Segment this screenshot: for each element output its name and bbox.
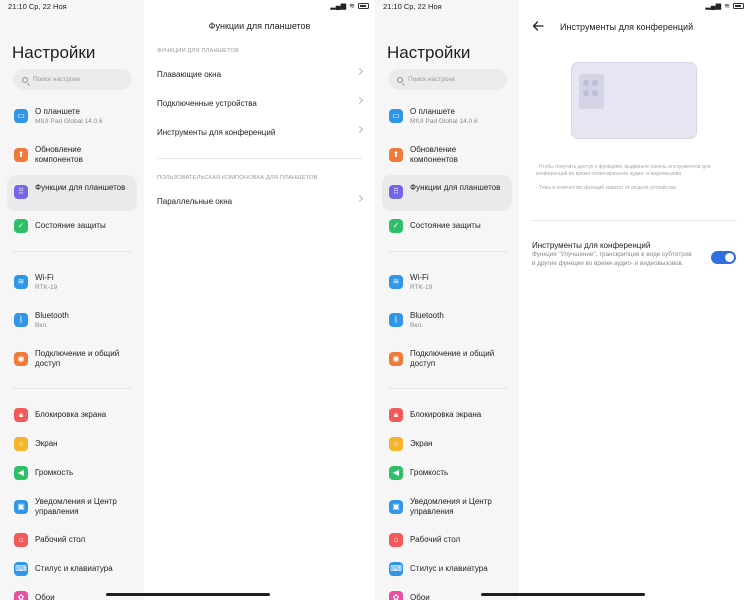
- row-parallel-windows[interactable]: [157, 192, 362, 210]
- sidebar-item-volume[interactable]: [7, 464, 137, 482]
- sidebar-item-label: Уведомления и Центр управления: [35, 497, 117, 516]
- status-time: 21:10 Ср, 22 Ноя: [8, 2, 67, 11]
- sidebar-title: Настройки: [12, 43, 96, 62]
- illustration-dot: [592, 80, 598, 86]
- notification-icon: ▣: [14, 500, 28, 514]
- sidebar-item-lockscreen[interactable]: [7, 406, 137, 424]
- sidebar-item-label: Уведомления и Центр управления: [410, 497, 492, 516]
- bluetooth-icon: ᛒ: [389, 313, 403, 327]
- illustration-dot: [583, 80, 589, 86]
- lock-icon: 🔒︎: [14, 408, 28, 422]
- chevron-right-icon: [356, 195, 363, 202]
- sidebar-item-label: Состояние защиты: [35, 221, 106, 230]
- sun-icon: ☼: [14, 437, 28, 451]
- sidebar-item-label: Bluetooth: [410, 311, 444, 320]
- status-icons: [705, 2, 744, 10]
- sidebar-item-security[interactable]: [382, 217, 512, 235]
- shield-icon: ✓: [14, 219, 28, 233]
- sidebar-item-security[interactable]: [7, 217, 137, 235]
- info-note: · Типы и количество функций зависят от модели устройства.: [536, 185, 678, 191]
- sidebar-item-label: Обновление компонентов: [35, 145, 83, 164]
- sun-icon: ☼: [389, 437, 403, 451]
- search-placeholder: Поиск настроек: [33, 76, 80, 83]
- tablet-illustration: [571, 62, 697, 139]
- sidebar-item-updates[interactable]: [7, 141, 137, 169]
- chevron-right-icon: [356, 126, 363, 133]
- grid-icon: ⠿: [14, 185, 28, 199]
- sidebar-item-label: Функции для планшетов: [410, 183, 501, 192]
- tablet-features-panel: [144, 0, 375, 600]
- wallpaper-icon: ✿: [389, 591, 403, 600]
- battery-icon: [733, 3, 744, 9]
- page-title: Инструменты для конференций: [560, 22, 694, 32]
- row-label: Подключенные устройства: [157, 98, 257, 108]
- gesture-handle[interactable]: [481, 593, 645, 596]
- back-arrow-icon[interactable]: [531, 19, 545, 33]
- keyboard-icon: ⌨: [14, 562, 28, 576]
- settings-sidebar: [0, 0, 144, 600]
- divider: [388, 388, 507, 389]
- search-input[interactable]: [388, 69, 507, 90]
- wifi-status-icon: ≋: [349, 3, 355, 10]
- right-screen: [375, 0, 750, 600]
- sidebar-item-tablet-features[interactable]: [382, 175, 512, 211]
- search-icon: [397, 77, 403, 83]
- sidebar-item-label: Wi-Fi: [410, 273, 429, 282]
- sidebar-item-sub: MIUI Pad Global 14.0.6: [410, 118, 478, 125]
- sidebar-item-tablet-features[interactable]: [7, 175, 137, 211]
- section-header: ФУНКЦИИ ДЛЯ ПЛАНШЕТОВ: [157, 48, 240, 54]
- sidebar-item-updates[interactable]: [382, 141, 512, 169]
- sidebar-item-sub: Вкл.: [35, 322, 48, 329]
- section-header: ПОЛЬЗОВАТЕЛЬСКАЯ КОМПОНОВКА ДЛЯ ПЛАНШЕТОВ: [157, 175, 318, 181]
- sidebar-item-sub: MIUI Pad Global 14.0.6: [35, 118, 103, 125]
- search-icon: [22, 77, 28, 83]
- wifi-icon: ≋: [14, 275, 28, 289]
- sidebar-item-volume[interactable]: [382, 464, 512, 482]
- sidebar-item-label: Стилус и клавиатура: [410, 564, 488, 573]
- sidebar-item-display[interactable]: [382, 435, 512, 453]
- sidebar-item-lockscreen[interactable]: [382, 406, 512, 424]
- sidebar-item-home[interactable]: [382, 531, 512, 549]
- sidebar-item-notifications[interactable]: [7, 493, 137, 521]
- update-icon: ⬆: [14, 148, 28, 162]
- sidebar-item-wifi[interactable]: [7, 270, 137, 294]
- conference-tools-panel: [519, 0, 750, 600]
- sidebar-item-label: Функции для планшетов: [35, 183, 126, 192]
- grid-icon: ⠿: [389, 185, 403, 199]
- gesture-handle[interactable]: [106, 593, 270, 596]
- sidebar-item-home[interactable]: [7, 531, 137, 549]
- tablet-icon: ▭: [389, 109, 403, 123]
- sidebar-item-label: Стилус и клавиатура: [35, 564, 113, 573]
- page-title: Функции для планшетов: [208, 21, 311, 31]
- search-input[interactable]: [13, 69, 132, 90]
- sidebar-item-label: Wi-Fi: [35, 273, 54, 282]
- illustration-dot: [583, 90, 589, 96]
- volume-icon: ◀: [389, 466, 403, 480]
- info-note: · Чтобы получить доступ к функциям, выдвиньте панель инструментов для конференций во время полноэкранного аудио- и видеовызова.: [536, 164, 711, 177]
- search-placeholder: Поиск настроек: [408, 76, 455, 83]
- sidebar-item-label: Обновление компонентов: [410, 145, 458, 164]
- sidebar-item-label: Подключение и общий доступ: [410, 349, 495, 368]
- lock-icon: 🔒︎: [389, 408, 403, 422]
- sidebar-title: Настройки: [387, 43, 471, 62]
- sidebar-item-about[interactable]: [7, 103, 137, 129]
- row-conference-tools[interactable]: [157, 123, 362, 141]
- keyboard-icon: ⌨: [389, 562, 403, 576]
- divider: [157, 158, 362, 159]
- sidebar-item-sub: Вкл.: [410, 322, 423, 329]
- sidebar-item-label: Обои: [410, 593, 430, 600]
- sidebar-item-label: Состояние защиты: [410, 221, 481, 230]
- sidebar-item-label: Громкость: [410, 468, 449, 477]
- sidebar-item-wifi[interactable]: [382, 270, 512, 294]
- sidebar-item-sub: RTK-19: [35, 284, 58, 291]
- volume-icon: ◀: [14, 466, 28, 480]
- feature-description: Функция "Улучшение", транскрипция в виде субтитров и другие функции во время аудио- и видеовызовов.: [532, 251, 692, 267]
- sidebar-item-about[interactable]: [382, 103, 512, 129]
- bluetooth-icon: ᛒ: [14, 313, 28, 327]
- notification-icon: ▣: [389, 500, 403, 514]
- wifi-status-icon: ≋: [724, 3, 730, 10]
- sidebar-item-label: Рабочий стол: [410, 535, 461, 544]
- wallpaper-icon: ✿: [14, 591, 28, 600]
- share-icon: ◉: [14, 352, 28, 366]
- sidebar-item-label: О планшете: [35, 107, 80, 116]
- signal-icon: ▂▄▆: [330, 3, 347, 10]
- feature-title: Инструменты для конференций: [532, 241, 651, 250]
- chevron-right-icon: [356, 68, 363, 75]
- sidebar-item-label: Экран: [410, 439, 433, 448]
- home-icon: ⌂: [389, 533, 403, 547]
- status-icons: [330, 2, 369, 10]
- sidebar-item-label: Экран: [35, 439, 58, 448]
- divider: [532, 220, 737, 221]
- sidebar-item-label: Рабочий стол: [35, 535, 86, 544]
- sidebar-item-bluetooth[interactable]: [382, 308, 512, 332]
- toggle-knob: [725, 253, 734, 262]
- row-floating-windows[interactable]: [157, 65, 362, 83]
- row-connected-devices[interactable]: [157, 94, 362, 112]
- row-label: Плавающие окна: [157, 69, 222, 79]
- share-icon: ◉: [389, 352, 403, 366]
- divider: [13, 251, 132, 252]
- illustration-dot: [592, 90, 598, 96]
- tablet-icon: ▭: [14, 109, 28, 123]
- signal-icon: ▂▄▆: [705, 3, 722, 10]
- sidebar-item-notifications[interactable]: [382, 493, 512, 521]
- sidebar-item-sub: RTK-19: [410, 284, 433, 291]
- status-time: 21:10 Ср, 22 Ноя: [383, 2, 442, 11]
- wifi-icon: ≋: [389, 275, 403, 289]
- conference-tools-toggle[interactable]: [711, 251, 736, 264]
- sidebar-item-connection[interactable]: [382, 345, 512, 373]
- chevron-right-icon: [356, 97, 363, 104]
- sidebar-item-stylus[interactable]: [382, 560, 512, 578]
- sidebar-item-label: Обои: [35, 593, 55, 600]
- sidebar-item-bluetooth[interactable]: [7, 308, 137, 332]
- divider: [13, 388, 132, 389]
- shield-icon: ✓: [389, 219, 403, 233]
- sidebar-item-display[interactable]: [7, 435, 137, 453]
- update-icon: ⬆: [389, 148, 403, 162]
- sidebar-item-label: Громкость: [35, 468, 74, 477]
- sidebar-item-label: Bluetooth: [35, 311, 69, 320]
- row-label: Параллельные окна: [157, 196, 233, 206]
- sidebar-item-label: Подключение и общий доступ: [35, 349, 120, 368]
- divider: [388, 251, 507, 252]
- sidebar-item-label: Блокировка экрана: [410, 410, 482, 419]
- settings-sidebar: [375, 0, 519, 600]
- home-icon: ⌂: [14, 533, 28, 547]
- sidebar-item-label: О планшете: [410, 107, 455, 116]
- sidebar-item-stylus[interactable]: [7, 560, 137, 578]
- row-label: Инструменты для конференций: [157, 127, 276, 137]
- sidebar-item-label: Блокировка экрана: [35, 410, 107, 419]
- battery-icon: [358, 3, 369, 9]
- sidebar-item-connection[interactable]: [7, 345, 137, 373]
